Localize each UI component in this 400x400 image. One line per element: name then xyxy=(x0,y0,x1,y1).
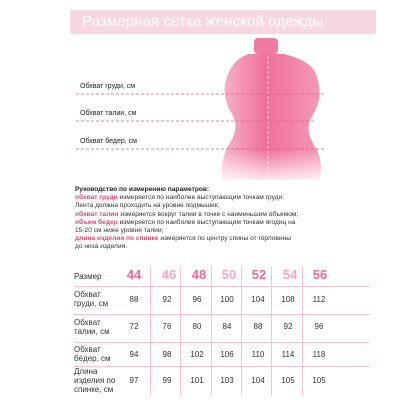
table-col-divider xyxy=(271,266,272,396)
table-row-label: Длина изделия по спинке, см xyxy=(74,367,116,394)
instruction-line: объем бедер измеряется по наиболее выступающим точкам ягодиц на xyxy=(75,218,296,226)
table-col-divider xyxy=(150,266,151,396)
table-cell: 100 xyxy=(220,295,234,304)
table-row-label: Обхват талии, см xyxy=(74,318,110,336)
table-divider xyxy=(74,286,370,287)
size-50: 50 xyxy=(221,267,237,282)
table-cell: 88 xyxy=(253,322,263,331)
table-cell: 80 xyxy=(192,322,202,331)
table-cell: 88 xyxy=(129,295,139,304)
instruction-line: Лента должна проходить на уровне подмышек; xyxy=(75,202,220,210)
table-cell: 96 xyxy=(314,322,324,331)
mannequin-neck xyxy=(254,38,278,54)
waist-label: Обхват талии, см xyxy=(80,110,137,117)
table-cell: 102 xyxy=(190,350,204,359)
size-46: 46 xyxy=(161,267,177,282)
hips-label: Обхват бедер, см xyxy=(80,138,137,145)
table-cell: 104 xyxy=(251,376,265,385)
table-cell: 97 xyxy=(129,376,139,385)
table-cell: 105 xyxy=(312,376,326,385)
table-cell: 101 xyxy=(190,376,204,385)
table-cell: 96 xyxy=(192,295,202,304)
table-cell: 103 xyxy=(220,376,234,385)
size-56: 56 xyxy=(312,267,328,282)
table-col-divider xyxy=(180,266,181,396)
table-cell: 72 xyxy=(129,322,139,331)
table-divider xyxy=(74,314,370,315)
table-cell: 106 xyxy=(220,350,234,359)
table-cell: 118 xyxy=(312,350,326,359)
size-row-label: Размер xyxy=(74,272,102,281)
instruction-line: 15-20 см ниже уровня талии; xyxy=(75,227,164,235)
table-cell: 76 xyxy=(162,322,172,331)
bust-label: Обхват груди, см xyxy=(80,83,136,90)
size-44: 44 xyxy=(126,267,142,282)
instruction-line: до низа изделия. xyxy=(75,243,127,251)
table-cell: 108 xyxy=(281,295,295,304)
table-divider xyxy=(74,366,370,367)
table-row-label: Обхват груди, см xyxy=(74,290,109,308)
measurement-instructions xyxy=(75,186,335,252)
mannequin-illustration xyxy=(0,0,400,180)
table-col-divider xyxy=(241,266,242,396)
table-cell: 92 xyxy=(162,295,172,304)
instruction-line: обхват талии измеряется вокруг талии в точке с наименьшим объемом; xyxy=(75,210,299,218)
size-48: 48 xyxy=(191,267,207,282)
table-cell: 94 xyxy=(129,350,139,359)
table-cell: 98 xyxy=(162,350,172,359)
table-cell: 105 xyxy=(281,376,295,385)
table-cell: 92 xyxy=(283,322,293,331)
table-cell: 104 xyxy=(251,295,265,304)
size-54: 54 xyxy=(282,267,298,282)
instructions-heading: Руководство по измерению параметров: xyxy=(75,186,210,193)
instruction-line: длина изделия по спинке измеряется по центру спины от горловины xyxy=(75,235,291,243)
table-cell: 112 xyxy=(312,295,326,304)
table-cell: 84 xyxy=(222,322,232,331)
table-row-label: Обхват бёдер, см xyxy=(74,345,111,363)
table-col-divider xyxy=(211,266,212,396)
table-col-divider xyxy=(302,266,303,396)
table-cell: 110 xyxy=(251,350,265,359)
page-title: Размерная сетка женской одежды xyxy=(82,13,324,30)
instruction-line: обхват груди измеряется по наиболее выступающим точкам груди. xyxy=(75,194,285,202)
table-cell: 114 xyxy=(281,350,295,359)
table-cell: 99 xyxy=(162,376,172,385)
table-divider xyxy=(74,342,370,343)
size-52: 52 xyxy=(251,267,267,282)
